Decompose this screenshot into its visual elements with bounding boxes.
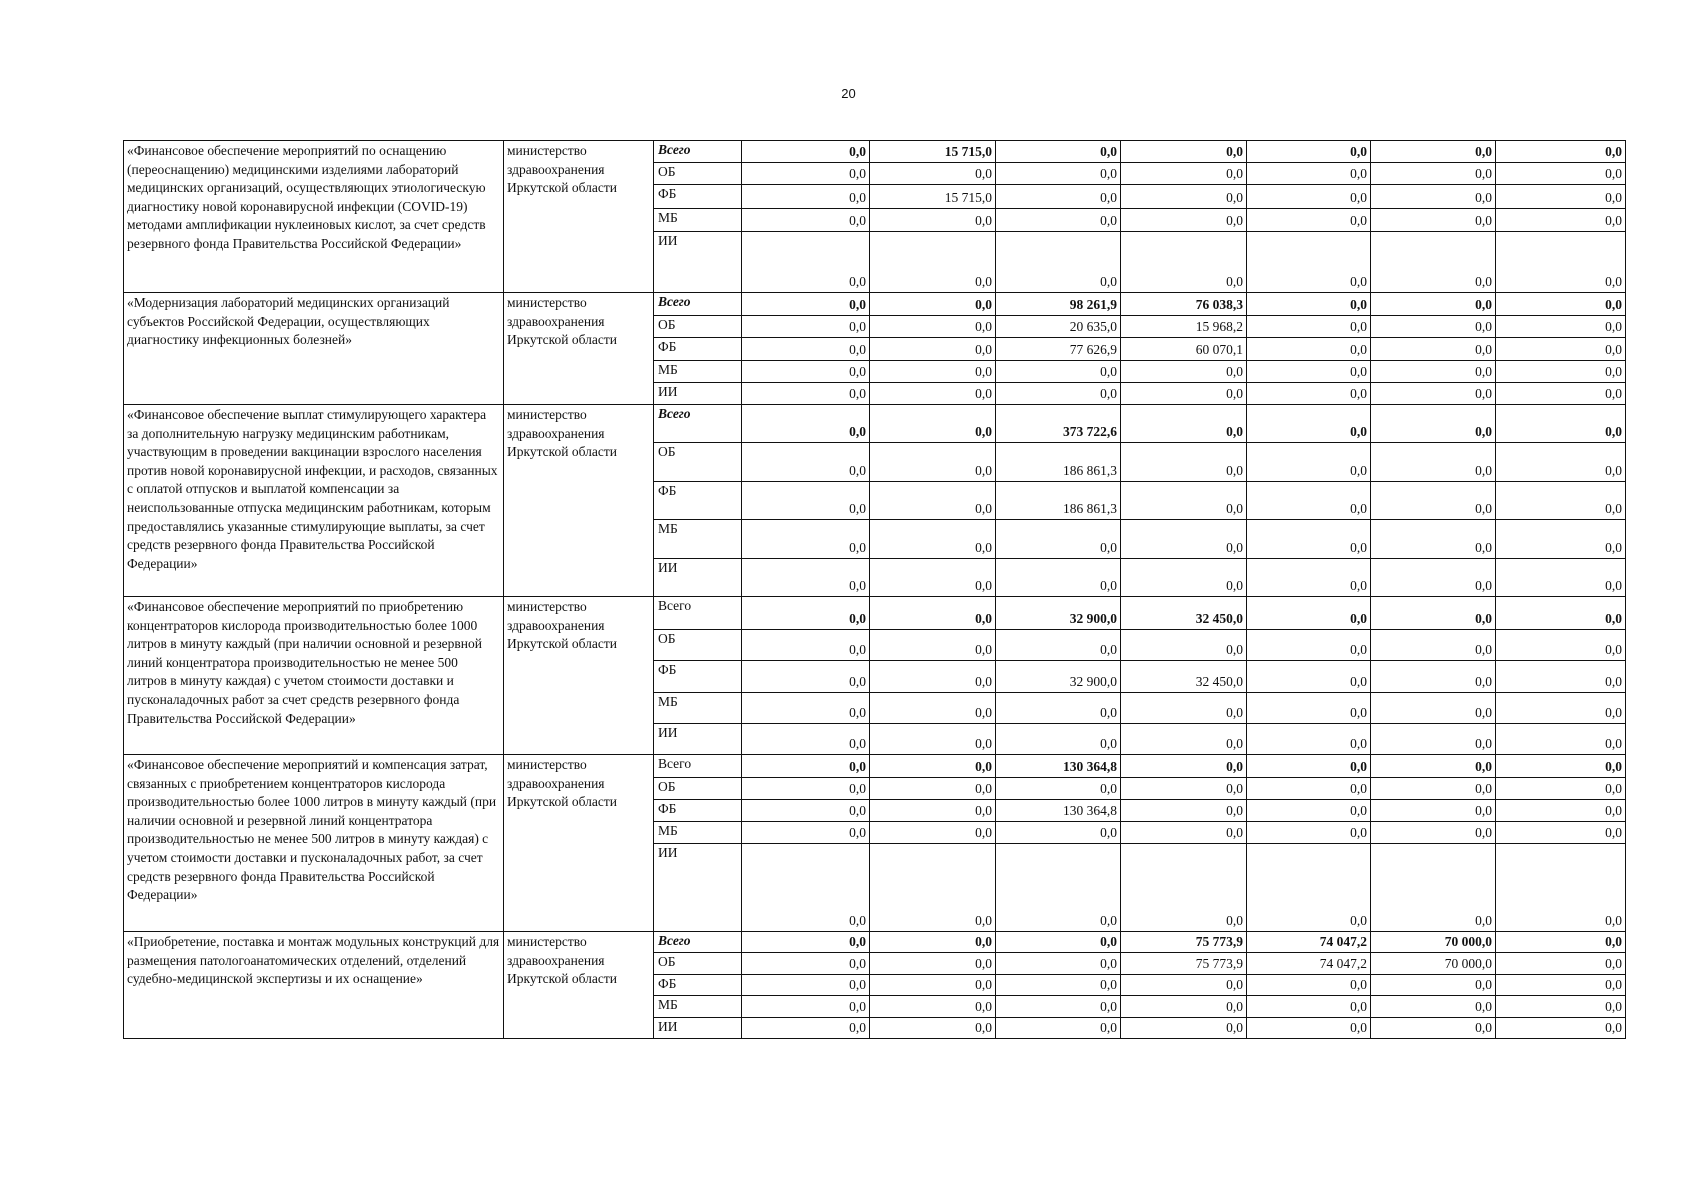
amount-cell: 0,0: [996, 778, 1121, 800]
amount-cell: 0,0: [1247, 383, 1371, 405]
table-row: [124, 597, 1626, 630]
amount-cell: 0,0: [1247, 844, 1371, 932]
amount-cell: 0,0: [1371, 520, 1496, 559]
funding-source: ФБ: [654, 800, 742, 822]
amount-cell: 98 261,9: [996, 293, 1121, 316]
amount-cell: 0,0: [1371, 482, 1496, 520]
measure-name: «Приобретение, поставка и монтаж модульных конструкций для размещения патологоанатомических отделений, отделений судебно-медицинской экспертизы и их оснащение»: [124, 932, 504, 1039]
amount-cell: 0,0: [1496, 1018, 1626, 1039]
amount-cell: 0,0: [996, 996, 1121, 1018]
amount-cell: 0,0: [996, 232, 1121, 293]
funding-source: ИИ: [654, 559, 742, 597]
amount-cell: 0,0: [1496, 361, 1626, 383]
amount-cell: 0,0: [1496, 755, 1626, 778]
amount-cell: 0,0: [1247, 755, 1371, 778]
amount-cell: 0,0: [1121, 185, 1247, 209]
amount-cell: 0,0: [1247, 661, 1371, 693]
amount-cell: 0,0: [742, 932, 870, 953]
funding-source: МБ: [654, 822, 742, 844]
amount-cell: 0,0: [870, 383, 996, 405]
amount-cell: 0,0: [1496, 693, 1626, 724]
amount-cell: 0,0: [870, 316, 996, 338]
amount-cell: 0,0: [1121, 975, 1247, 996]
amount-cell: 0,0: [1371, 141, 1496, 163]
amount-cell: 0,0: [1371, 975, 1496, 996]
amount-cell: 0,0: [742, 724, 870, 755]
amount-cell: 0,0: [742, 1018, 870, 1039]
amount-cell: 0,0: [742, 975, 870, 996]
amount-cell: 0,0: [1496, 383, 1626, 405]
amount-cell: 0,0: [870, 800, 996, 822]
amount-cell: 0,0: [742, 778, 870, 800]
funding-source: ОБ: [654, 163, 742, 185]
funding-source: ИИ: [654, 724, 742, 755]
amount-cell: 0,0: [742, 520, 870, 559]
amount-cell: 32 450,0: [1121, 661, 1247, 693]
amount-cell: 0,0: [996, 693, 1121, 724]
amount-cell: 0,0: [1121, 443, 1247, 482]
amount-cell: 0,0: [1371, 844, 1496, 932]
amount-cell: 0,0: [996, 630, 1121, 661]
amount-cell: 0,0: [1371, 661, 1496, 693]
amount-cell: 0,0: [996, 975, 1121, 996]
amount-cell: 0,0: [1247, 559, 1371, 597]
amount-cell: 0,0: [1247, 1018, 1371, 1039]
funding-source: ФБ: [654, 975, 742, 996]
amount-cell: 0,0: [996, 163, 1121, 185]
amount-cell: 0,0: [742, 844, 870, 932]
amount-cell: 0,0: [1121, 383, 1247, 405]
amount-cell: 0,0: [870, 932, 996, 953]
amount-cell: 0,0: [1496, 520, 1626, 559]
amount-cell: 130 364,8: [996, 755, 1121, 778]
amount-cell: 0,0: [1247, 293, 1371, 316]
amount-cell: 0,0: [996, 559, 1121, 597]
amount-cell: 0,0: [742, 953, 870, 975]
amount-cell: 0,0: [1371, 405, 1496, 443]
amount-cell: 0,0: [742, 163, 870, 185]
measure-name: «Финансовое обеспечение мероприятий по приобретению концентраторов кислорода производительностью более 1000 литров в минуту каждый (при наличии основной и резервной линий концентратора производительностью не менее 500 литров в минуту каждая) с учетом стоимости доставки и пусконаладочных работ за счет средств резервного фонда Правительства Российской Федерации»: [124, 597, 504, 755]
amount-cell: 0,0: [1121, 520, 1247, 559]
amount-cell: 130 364,8: [996, 800, 1121, 822]
amount-cell: 75 773,9: [1121, 953, 1247, 975]
amount-cell: 0,0: [1121, 559, 1247, 597]
table-row: [124, 293, 1626, 316]
amount-cell: 0,0: [1247, 141, 1371, 163]
amount-cell: 74 047,2: [1247, 932, 1371, 953]
amount-cell: 0,0: [1247, 405, 1371, 443]
amount-cell: 0,0: [1247, 209, 1371, 232]
amount-cell: 0,0: [742, 822, 870, 844]
amount-cell: 0,0: [870, 232, 996, 293]
financing-table: [123, 140, 1626, 1039]
amount-cell: 0,0: [996, 185, 1121, 209]
amount-cell: 0,0: [870, 163, 996, 185]
amount-cell: 0,0: [870, 953, 996, 975]
amount-cell: 0,0: [1496, 232, 1626, 293]
amount-cell: 0,0: [1496, 559, 1626, 597]
funding-source: ОБ: [654, 443, 742, 482]
funding-source: ОБ: [654, 630, 742, 661]
amount-cell: 0,0: [996, 844, 1121, 932]
amount-cell: 0,0: [1371, 559, 1496, 597]
funding-source: ОБ: [654, 316, 742, 338]
funding-source: Всего: [654, 597, 742, 630]
amount-cell: 0,0: [1371, 800, 1496, 822]
amount-cell: 0,0: [1371, 597, 1496, 630]
amount-cell: 0,0: [742, 361, 870, 383]
amount-cell: 0,0: [742, 755, 870, 778]
table-row: [124, 755, 1626, 778]
amount-cell: 0,0: [996, 361, 1121, 383]
amount-cell: 0,0: [1496, 443, 1626, 482]
amount-cell: 0,0: [1371, 383, 1496, 405]
amount-cell: 0,0: [870, 559, 996, 597]
amount-cell: 0,0: [1496, 822, 1626, 844]
amount-cell: 0,0: [1121, 232, 1247, 293]
amount-cell: 15 715,0: [870, 141, 996, 163]
funding-source: Всего: [654, 405, 742, 443]
executor-name: министерство здравоохранения Иркутской области: [504, 932, 654, 1039]
executor-name: министерство здравоохранения Иркутской области: [504, 597, 654, 755]
executor-name: министерство здравоохранения Иркутской области: [504, 405, 654, 597]
funding-source: МБ: [654, 361, 742, 383]
funding-source: ФБ: [654, 338, 742, 361]
amount-cell: 0,0: [870, 844, 996, 932]
amount-cell: 0,0: [996, 209, 1121, 232]
amount-cell: 0,0: [1371, 338, 1496, 361]
amount-cell: 0,0: [742, 482, 870, 520]
amount-cell: 0,0: [1247, 482, 1371, 520]
amount-cell: 76 038,3: [1121, 293, 1247, 316]
amount-cell: 0,0: [1121, 844, 1247, 932]
amount-cell: 0,0: [1496, 482, 1626, 520]
amount-cell: 0,0: [870, 597, 996, 630]
amount-cell: 0,0: [742, 559, 870, 597]
amount-cell: 0,0: [742, 185, 870, 209]
amount-cell: 0,0: [1247, 778, 1371, 800]
amount-cell: 15 968,2: [1121, 316, 1247, 338]
amount-cell: 0,0: [996, 520, 1121, 559]
amount-cell: 0,0: [1121, 209, 1247, 232]
measure-name: «Финансовое обеспечение мероприятий по оснащению (переоснащению) медицинскими изделиями лабораторий медицинских организаций, осуществляющих этиологическую диагностику новой коронавирусной инфекции (COVID-19) методами амплификации нуклеиновых кислот, за счет средств резервного фонда Правительства Российской Федерации»: [124, 141, 504, 293]
amount-cell: 74 047,2: [1247, 953, 1371, 975]
amount-cell: 0,0: [1496, 185, 1626, 209]
amount-cell: 0,0: [1247, 597, 1371, 630]
amount-cell: 0,0: [742, 630, 870, 661]
amount-cell: 0,0: [1121, 755, 1247, 778]
amount-cell: 0,0: [996, 383, 1121, 405]
amount-cell: 0,0: [1496, 661, 1626, 693]
amount-cell: 186 861,3: [996, 482, 1121, 520]
amount-cell: 0,0: [742, 597, 870, 630]
amount-cell: 373 722,6: [996, 405, 1121, 443]
amount-cell: 0,0: [1247, 163, 1371, 185]
amount-cell: 0,0: [1371, 778, 1496, 800]
executor-name: министерство здравоохранения Иркутской области: [504, 141, 654, 293]
funding-source: ИИ: [654, 383, 742, 405]
amount-cell: 0,0: [1496, 953, 1626, 975]
amount-cell: 0,0: [1496, 405, 1626, 443]
amount-cell: 0,0: [742, 141, 870, 163]
amount-cell: 0,0: [1371, 755, 1496, 778]
table-body: [124, 141, 1626, 1039]
amount-cell: 0,0: [742, 996, 870, 1018]
amount-cell: 0,0: [1247, 443, 1371, 482]
amount-cell: 0,0: [1247, 232, 1371, 293]
amount-cell: 0,0: [1496, 844, 1626, 932]
amount-cell: 0,0: [996, 932, 1121, 953]
amount-cell: 0,0: [870, 293, 996, 316]
amount-cell: 0,0: [1371, 361, 1496, 383]
amount-cell: 0,0: [1496, 209, 1626, 232]
amount-cell: 0,0: [1371, 693, 1496, 724]
amount-cell: 0,0: [1371, 163, 1496, 185]
amount-cell: 0,0: [996, 1018, 1121, 1039]
amount-cell: 0,0: [1371, 232, 1496, 293]
amount-cell: 0,0: [1496, 316, 1626, 338]
amount-cell: 60 070,1: [1121, 338, 1247, 361]
amount-cell: 0,0: [1121, 482, 1247, 520]
amount-cell: 0,0: [1247, 975, 1371, 996]
measure-name: «Модернизация лабораторий медицинских организаций субъектов Российской Федерации, осуществляющих диагностику инфекционных болезней»: [124, 293, 504, 405]
amount-cell: 0,0: [1371, 316, 1496, 338]
amount-cell: 0,0: [1496, 141, 1626, 163]
amount-cell: 0,0: [870, 822, 996, 844]
funding-source: ИИ: [654, 1018, 742, 1039]
funding-source: Всего: [654, 293, 742, 316]
amount-cell: 0,0: [1247, 316, 1371, 338]
amount-cell: 0,0: [742, 383, 870, 405]
amount-cell: 0,0: [1247, 185, 1371, 209]
amount-cell: 70 000,0: [1371, 953, 1496, 975]
amount-cell: 0,0: [1496, 597, 1626, 630]
amount-cell: 0,0: [1247, 800, 1371, 822]
funding-source: ФБ: [654, 482, 742, 520]
amount-cell: 0,0: [1247, 630, 1371, 661]
amount-cell: 0,0: [1371, 630, 1496, 661]
amount-cell: 0,0: [996, 822, 1121, 844]
executor-name: министерство здравоохранения Иркутской области: [504, 293, 654, 405]
amount-cell: 0,0: [1247, 693, 1371, 724]
amount-cell: 0,0: [996, 724, 1121, 755]
funding-source: МБ: [654, 209, 742, 232]
amount-cell: 0,0: [1121, 800, 1247, 822]
amount-cell: 0,0: [1496, 975, 1626, 996]
amount-cell: 0,0: [1121, 163, 1247, 185]
amount-cell: 0,0: [1121, 141, 1247, 163]
amount-cell: 0,0: [1247, 822, 1371, 844]
amount-cell: 0,0: [1121, 1018, 1247, 1039]
amount-cell: 0,0: [742, 316, 870, 338]
amount-cell: 0,0: [1121, 996, 1247, 1018]
amount-cell: 0,0: [870, 361, 996, 383]
amount-cell: 0,0: [870, 661, 996, 693]
funding-source: ИИ: [654, 844, 742, 932]
amount-cell: 0,0: [742, 443, 870, 482]
amount-cell: 0,0: [870, 338, 996, 361]
amount-cell: 0,0: [1247, 520, 1371, 559]
amount-cell: 77 626,9: [996, 338, 1121, 361]
amount-cell: 0,0: [742, 693, 870, 724]
amount-cell: 0,0: [996, 141, 1121, 163]
funding-source: ФБ: [654, 661, 742, 693]
amount-cell: 0,0: [870, 724, 996, 755]
amount-cell: 0,0: [870, 520, 996, 559]
amount-cell: 0,0: [870, 209, 996, 232]
amount-cell: 0,0: [1247, 361, 1371, 383]
amount-cell: 15 715,0: [870, 185, 996, 209]
amount-cell: 0,0: [742, 800, 870, 822]
amount-cell: 32 900,0: [996, 597, 1121, 630]
funding-source: ФБ: [654, 185, 742, 209]
amount-cell: 0,0: [742, 338, 870, 361]
amount-cell: 20 635,0: [996, 316, 1121, 338]
amount-cell: 0,0: [870, 443, 996, 482]
amount-cell: 0,0: [870, 778, 996, 800]
funding-source: Всего: [654, 932, 742, 953]
amount-cell: 0,0: [1121, 778, 1247, 800]
amount-cell: 0,0: [1121, 630, 1247, 661]
amount-cell: 70 000,0: [1371, 932, 1496, 953]
amount-cell: 0,0: [1371, 443, 1496, 482]
funding-source: Всего: [654, 141, 742, 163]
amount-cell: 0,0: [996, 953, 1121, 975]
amount-cell: 0,0: [1496, 778, 1626, 800]
amount-cell: 0,0: [870, 755, 996, 778]
funding-source: ОБ: [654, 778, 742, 800]
amount-cell: 75 773,9: [1121, 932, 1247, 953]
measure-name: «Финансовое обеспечение выплат стимулирующего характера за дополнительную нагрузку медицинским работникам, участвующим в проведении вакцинации взрослого населения против новой коронавирусной инфекции, и расходов, связанных с оплатой отпусков и выплатой компенсации за неиспользованные отпуска медицинским работникам, которым предоставлялись указанные стимулирующие выплаты, за счет средств резервного фонда Правительства Российской Федерации»: [124, 405, 504, 597]
amount-cell: 0,0: [1371, 996, 1496, 1018]
amount-cell: 0,0: [1247, 996, 1371, 1018]
amount-cell: 0,0: [870, 630, 996, 661]
funding-source: ОБ: [654, 953, 742, 975]
amount-cell: 0,0: [870, 996, 996, 1018]
amount-cell: 0,0: [1121, 724, 1247, 755]
amount-cell: 32 900,0: [996, 661, 1121, 693]
amount-cell: 0,0: [1247, 338, 1371, 361]
amount-cell: 0,0: [1496, 996, 1626, 1018]
funding-source: Всего: [654, 755, 742, 778]
amount-cell: 0,0: [1496, 163, 1626, 185]
amount-cell: 0,0: [870, 975, 996, 996]
amount-cell: 0,0: [870, 693, 996, 724]
table-row: [124, 405, 1626, 443]
amount-cell: 0,0: [870, 405, 996, 443]
measure-name: «Финансовое обеспечение мероприятий и компенсация затрат, связанных с приобретением концентраторов кислорода производительностью более 1000 литров в минуту каждый (при наличии основной и резервной линий концентратора производительностью не менее 500 литров в минуту каждая) с учетом стоимости доставки и пусконаладочных работ, за счет средств резервного фонда Правительства Российской Федерации»: [124, 755, 504, 932]
amount-cell: 0,0: [1371, 1018, 1496, 1039]
amount-cell: 0,0: [1371, 822, 1496, 844]
amount-cell: 32 450,0: [1121, 597, 1247, 630]
amount-cell: 0,0: [1496, 338, 1626, 361]
amount-cell: 0,0: [870, 482, 996, 520]
amount-cell: 0,0: [742, 405, 870, 443]
amount-cell: 0,0: [742, 209, 870, 232]
amount-cell: 0,0: [742, 293, 870, 316]
amount-cell: 0,0: [1496, 630, 1626, 661]
amount-cell: 0,0: [742, 232, 870, 293]
funding-source: ИИ: [654, 232, 742, 293]
amount-cell: 0,0: [1496, 293, 1626, 316]
amount-cell: 0,0: [1371, 209, 1496, 232]
table-row: [124, 141, 1626, 163]
amount-cell: 0,0: [1121, 822, 1247, 844]
page-number: 20: [841, 86, 856, 101]
amount-cell: 0,0: [1247, 724, 1371, 755]
funding-source: МБ: [654, 693, 742, 724]
amount-cell: 0,0: [742, 661, 870, 693]
amount-cell: 0,0: [870, 1018, 996, 1039]
amount-cell: 0,0: [1121, 361, 1247, 383]
funding-source: МБ: [654, 996, 742, 1018]
amount-cell: 186 861,3: [996, 443, 1121, 482]
amount-cell: 0,0: [1496, 800, 1626, 822]
funding-source: МБ: [654, 520, 742, 559]
amount-cell: 0,0: [1496, 724, 1626, 755]
executor-name: министерство здравоохранения Иркутской области: [504, 755, 654, 932]
amount-cell: 0,0: [1121, 693, 1247, 724]
amount-cell: 0,0: [1371, 293, 1496, 316]
amount-cell: 0,0: [1371, 185, 1496, 209]
table-row: [124, 932, 1626, 953]
amount-cell: 0,0: [1371, 724, 1496, 755]
amount-cell: 0,0: [1496, 932, 1626, 953]
amount-cell: 0,0: [1121, 405, 1247, 443]
